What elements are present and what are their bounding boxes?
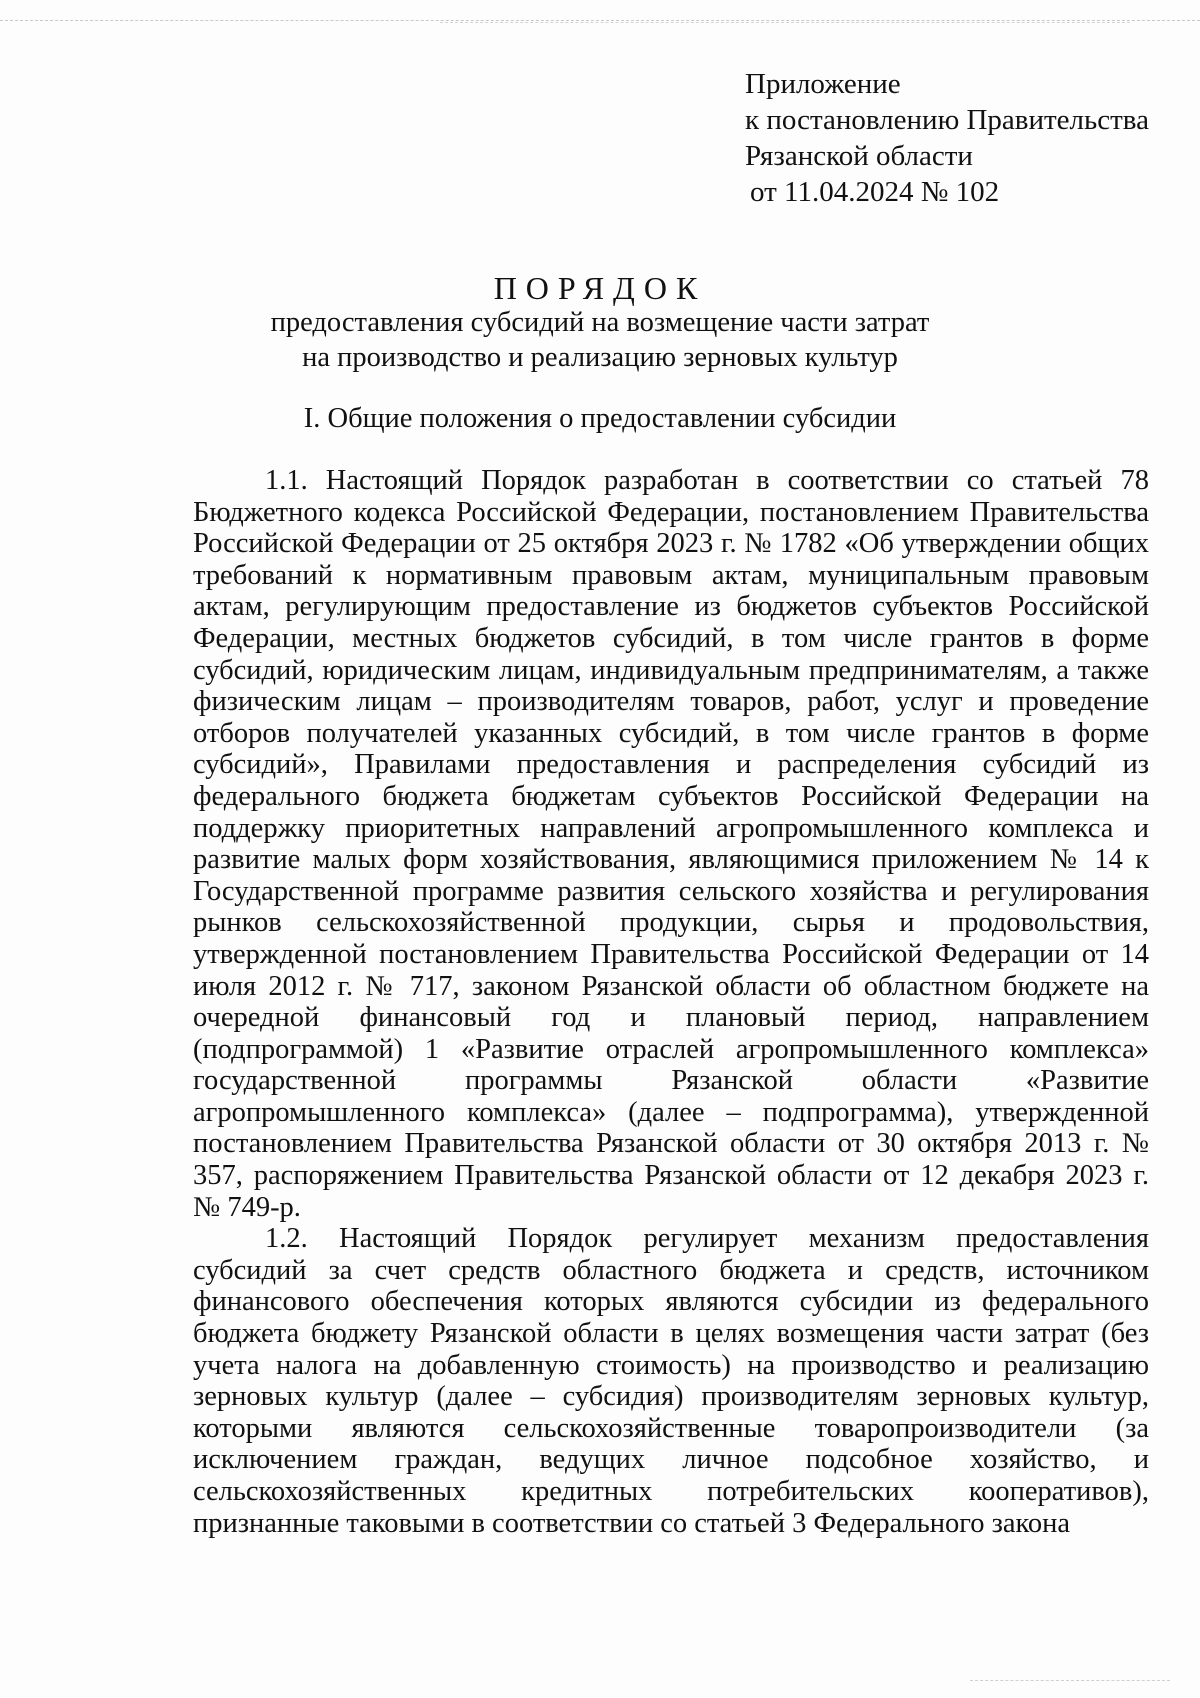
scan-artifact-line (0, 20, 1200, 21)
appendix-block (745, 66, 1149, 210)
paragraph-1-2: 1.2. Настоящий Порядок регулирует механизм предоставления субсидий за счет средств областного бюджета и средств, источником финансового обеспечения которых являются субсидии из федерального бюджета бюджету Рязанской области в целях возмещения части затрат (без учета налога на добавленную стоимость) на производство и реализацию зерновых культур (далее – субсидия) производителям зерновых культур, которыми являются сельскохозяйственные товаропроизводители (за исключением граждан, ведущих личное подсобное хозяйство, и сельскохозяйственных кредитных потребительских кооперативов), признанные таковыми в соответствии со статьей 3 Федерального закона (193, 1223, 1149, 1539)
section-heading: I. Общие положения о предоставлении субсидии (303, 403, 897, 434)
document-body (193, 465, 1149, 1539)
scan-artifact-line (970, 1680, 1170, 1681)
appendix-date-number: от 11.04.2024 № 102 (750, 176, 1000, 208)
scan-artifact-line (440, 22, 1130, 23)
subtitle-line: на производство и реализацию зерновых культур (302, 342, 898, 373)
document-title: ПОРЯДОК (493, 270, 707, 306)
appendix-label: Приложение (745, 68, 901, 100)
paragraph-1-1: 1.1. Настоящий Порядок разработан в соответствии со статьей 78 Бюджетного кодекса Российской Федерации, постановлением Правительства Российской Федерации от 25 октября 2023 г. № 1782 «Об утверждении общих требований к нормативным правовым актам, муниципальным правовым актам, регулирующим предоставление из бюджетов субъектов Российской Федерации, местных бюджетов субсидий, в том числе грантов в форме субсидий, юридическим лицам, индивидуальным предпринимателям, а также физическим лицам – производителям товаров, работ, услуг и проведение отборов получателей указанных субсидий, в том числе грантов в форме субсидий», Правилами предоставления и распределения субсидий из федерального бюджета бюджетам субъектов Российской Федерации на поддержку приоритетных направлений агропромышленного комплекса и развитие малых форм хозяйствования, являющимися приложением № 14 к Государственной программе развития сельского хозяйства и регулирования рынков сельскохозяйственной продукции, сырья и продовольствия, утвержденной постановлением Правительства Российской Федерации от 14 июля 2012 г. № 717, законом Рязанской области об областном бюджете на очередной финансовый год и плановый период, направлением (подпрограммой) 1 «Развитие отраслей агропромышленного комплекса» государственной программы Рязанской области «Развитие агропромышленного комплекса» (далее – подпрограмма), утвержденной постановлением Правительства Рязанской области от 30 октября 2013 г. № 357, распоряжением Правительства Рязанской области от 12 декабря 2023 г. № 749-р. (193, 465, 1149, 1223)
appendix-reference: к постановлению Правительства (745, 104, 1149, 136)
appendix-region: Рязанской области (745, 140, 973, 172)
subtitle-line: предоставления субсидий на возмещение части затрат (270, 307, 930, 338)
document-subtitle (0, 305, 1200, 375)
